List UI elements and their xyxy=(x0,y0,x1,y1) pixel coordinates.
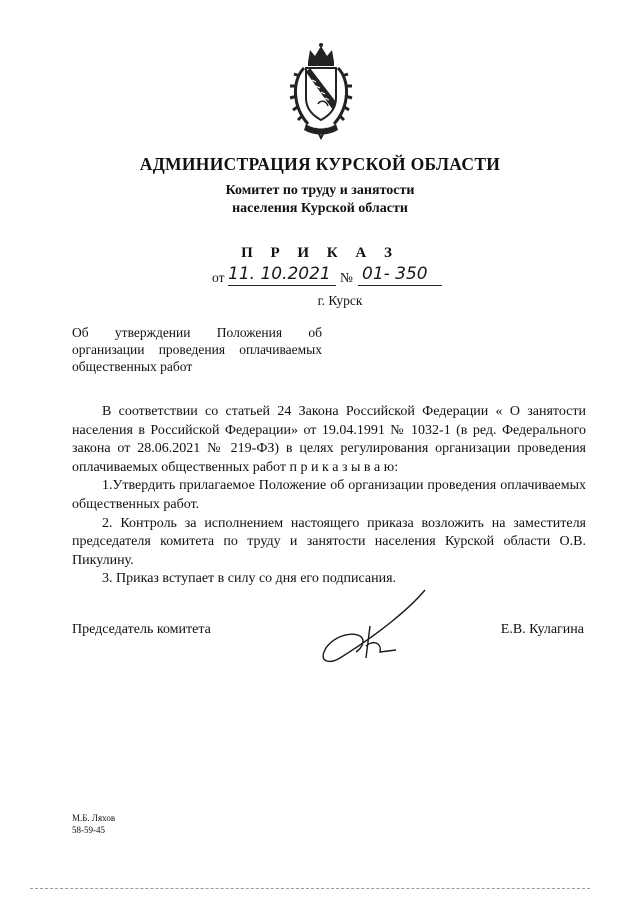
committee-name-line2: населения Курской области xyxy=(232,201,408,216)
signer-position: Председатель комитета xyxy=(72,622,211,637)
subject-line: общественных работ xyxy=(72,359,193,374)
coat-of-arms-emblem xyxy=(286,40,356,140)
date-underline xyxy=(228,285,336,286)
order-subject xyxy=(72,324,322,375)
handwritten-date: 11. 10.2021 xyxy=(228,264,331,284)
order-body xyxy=(72,403,586,589)
organization-title: АДМИНИСТРАЦИЯ КУРСКОЙ ОБЛАСТИ xyxy=(139,154,501,174)
executor-name: М.Б. Ляхов xyxy=(72,813,116,823)
executor-info xyxy=(72,812,115,836)
body-paragraph: В соответствии со статьей 24 Закона Российской Федерации « О занятости населения в Российской Федерации» от 19.04.1991 № 1032-1 (в ред. Федерального закона от 28.06.2021 № 219-ФЗ) в целях регулирования организации проведения оплачиваемых общественных работ п р и к а з ы в а ю: xyxy=(72,404,586,475)
signer-name: Е.В. Кулагина xyxy=(500,622,584,637)
handwritten-signature xyxy=(300,588,440,668)
scan-artifact-line xyxy=(30,888,590,889)
subject-line: организации проведения оплачиваемых xyxy=(72,342,322,357)
executor-phone: 58-59-45 xyxy=(72,825,105,835)
date-prefix: от xyxy=(212,270,225,285)
number-underline xyxy=(358,285,442,286)
subject-line: Об утверждении Положения об xyxy=(72,325,322,340)
body-paragraph: 1.Утвердить прилагаемое Положение об организации проведения оплачиваемых общественных работ. xyxy=(72,478,586,512)
body-paragraph: 3. Приказ вступает в силу со дня его подписания. xyxy=(102,571,397,587)
handwritten-number: 01- 350 xyxy=(362,264,428,284)
order-title: П Р И К А З xyxy=(241,245,399,261)
body-paragraph: 2. Контроль за исполнением настоящего приказа возложить на заместителя председателя комитета по труду и занятости населения Курской области О.В. Пикулину. xyxy=(72,515,586,568)
number-prefix: № xyxy=(340,270,353,285)
committee-name-line1: Комитет по труду и занятости xyxy=(225,183,415,198)
city-label: г. Курск xyxy=(317,293,363,308)
